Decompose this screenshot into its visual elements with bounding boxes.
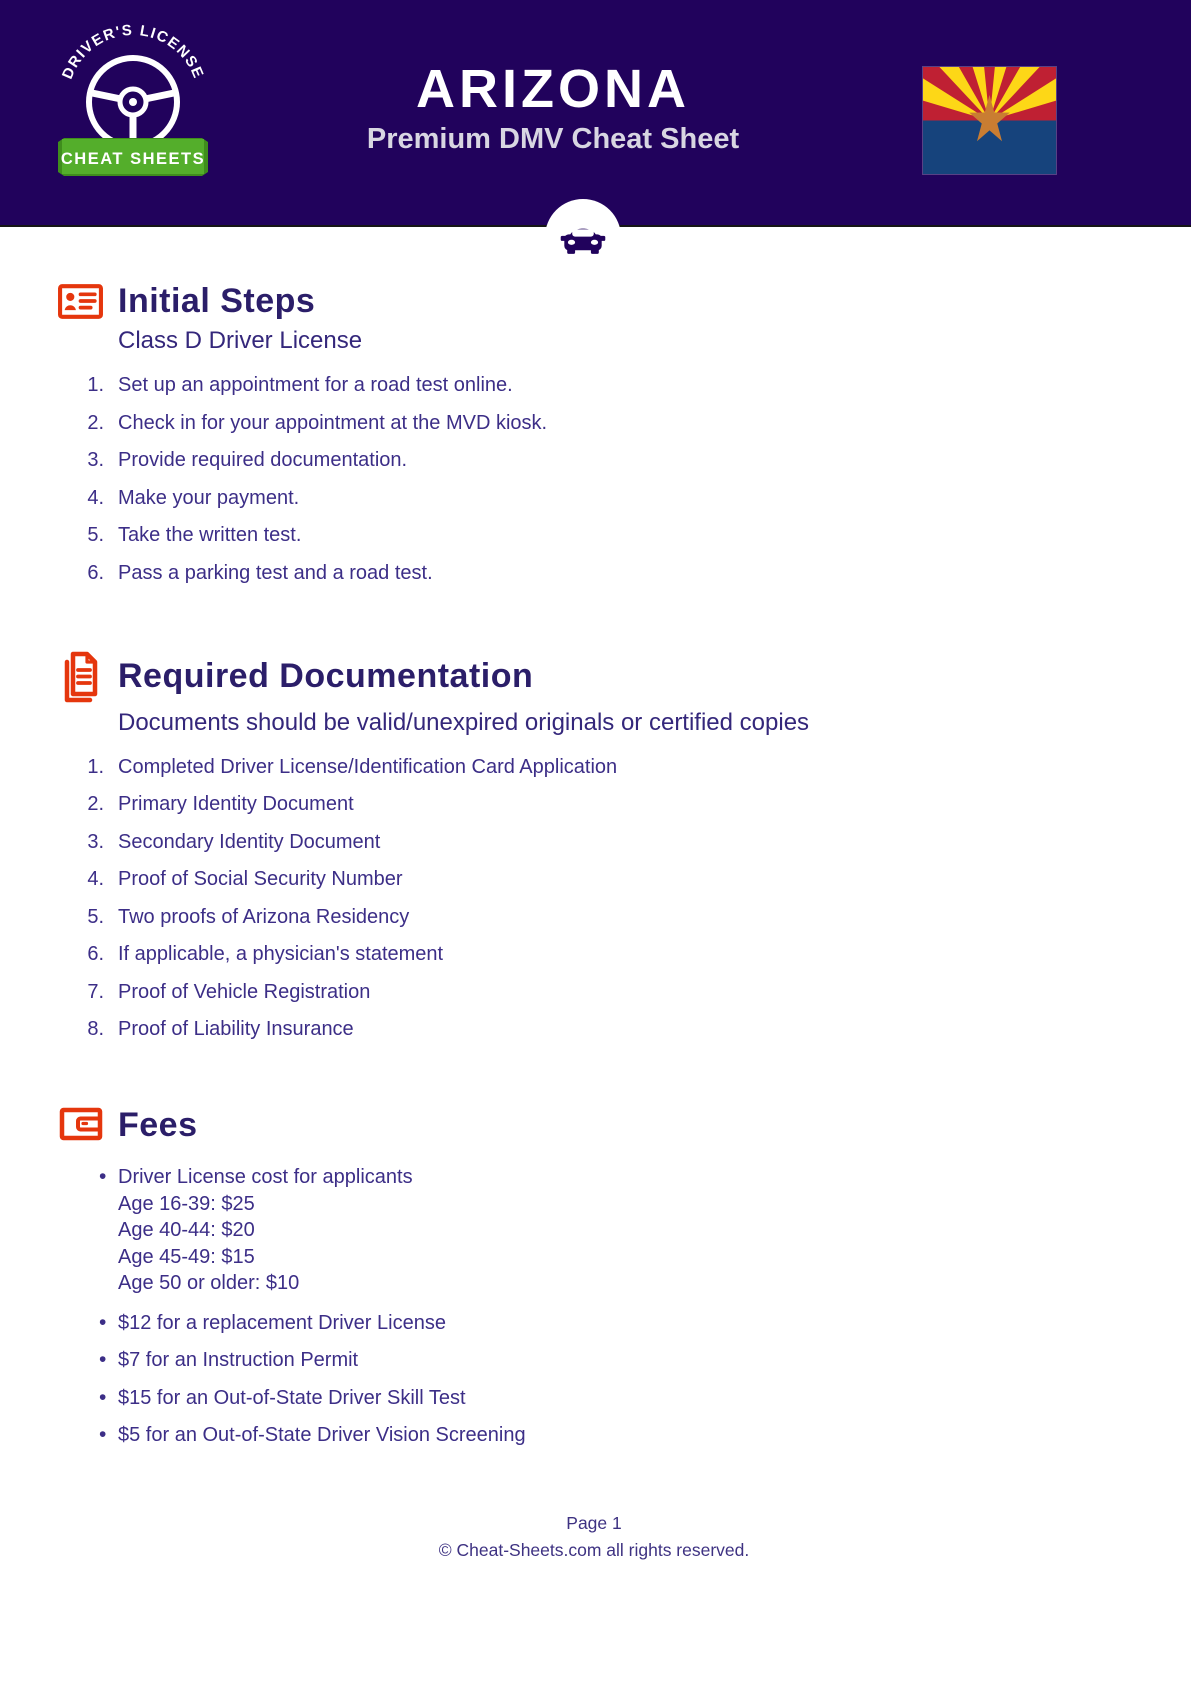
section-subtitle: Class D Driver License xyxy=(118,327,363,354)
fee-line: Age 16-39: $25 xyxy=(118,1193,255,1215)
section-title: Initial Steps xyxy=(118,282,316,320)
logo-arc-text: DRIVER'S LICENSE xyxy=(58,21,208,82)
page-footer xyxy=(57,1510,1131,1564)
list-item: Completed Driver License/Identification Card Application xyxy=(118,755,618,778)
list-item: Make your payment. xyxy=(118,486,300,509)
list-item: Take the written test. xyxy=(118,524,302,546)
fee-line: Age 50 or older: $10 xyxy=(118,1271,300,1294)
section-fees xyxy=(57,1106,1131,1446)
fee-line: Age 45-49: $15 xyxy=(118,1245,255,1268)
list-item: • $15 for an Out-of-State Driver Skill Test xyxy=(118,1388,1131,1409)
state-title: ARIZONA xyxy=(416,59,690,119)
main-content xyxy=(0,227,1191,1564)
copyright-text: © Cheat-Sheets.com all rights reserved. xyxy=(438,1540,750,1561)
section-subtitle: Documents should be valid/unexpired originals or certified copies xyxy=(118,708,810,736)
page-number: Page 1 xyxy=(566,1513,622,1534)
section-header xyxy=(57,281,1131,322)
car-icon xyxy=(560,221,606,255)
list-item: • $5 for an Out-of-State Driver Vision Screening xyxy=(118,1425,1131,1446)
fees-list xyxy=(118,1167,1131,1446)
list-item: • $12 for a replacement Driver License xyxy=(118,1313,1131,1334)
list-item: Proof of Vehicle Registration xyxy=(118,980,371,1003)
list-item: Two proofs of Arizona Residency xyxy=(118,905,410,928)
section-header xyxy=(57,1106,1131,1144)
list-item: Check in for your appointment at the MVD kiosk. xyxy=(118,411,548,434)
fee-line: Age 40-44: $20 xyxy=(118,1219,255,1242)
list-item: Primary Identity Document xyxy=(118,793,354,815)
section-required-documentation xyxy=(57,650,1131,1041)
documents-icon xyxy=(57,650,104,704)
list-item: • $7 for an Instruction Permit xyxy=(118,1350,1131,1371)
fee-line: • Driver License cost for applicants xyxy=(118,1166,413,1188)
list-item: Secondary Identity Document xyxy=(118,830,381,853)
list-item: Provide required documentation. xyxy=(118,449,408,471)
section-title: Required Documentation xyxy=(118,657,534,695)
arizona-flag-icon xyxy=(923,67,1056,174)
initial-steps-list xyxy=(118,375,1131,584)
id-card-icon xyxy=(57,281,104,322)
section-initial-steps xyxy=(57,281,1131,584)
header-banner xyxy=(0,0,1191,227)
section-header xyxy=(57,650,1131,704)
list-item: Proof of Social Security Number xyxy=(118,868,403,890)
car-badge xyxy=(545,199,621,275)
list-item: Proof of Liability Insurance xyxy=(118,1018,354,1040)
section-title: Fees xyxy=(118,1105,198,1144)
header-subtitle: Premium DMV Cheat Sheet xyxy=(366,123,740,155)
list-item: Set up an appointment for a road test online. xyxy=(118,374,513,396)
list-item xyxy=(118,1167,1131,1296)
logo-banner-text: CHEAT SHEETS xyxy=(60,150,206,168)
wallet-icon xyxy=(57,1106,104,1144)
list-item: Pass a parking test and a road test. xyxy=(118,561,433,584)
list-item: If applicable, a physician's statement xyxy=(118,943,444,965)
required-documentation-list xyxy=(118,757,1131,1041)
